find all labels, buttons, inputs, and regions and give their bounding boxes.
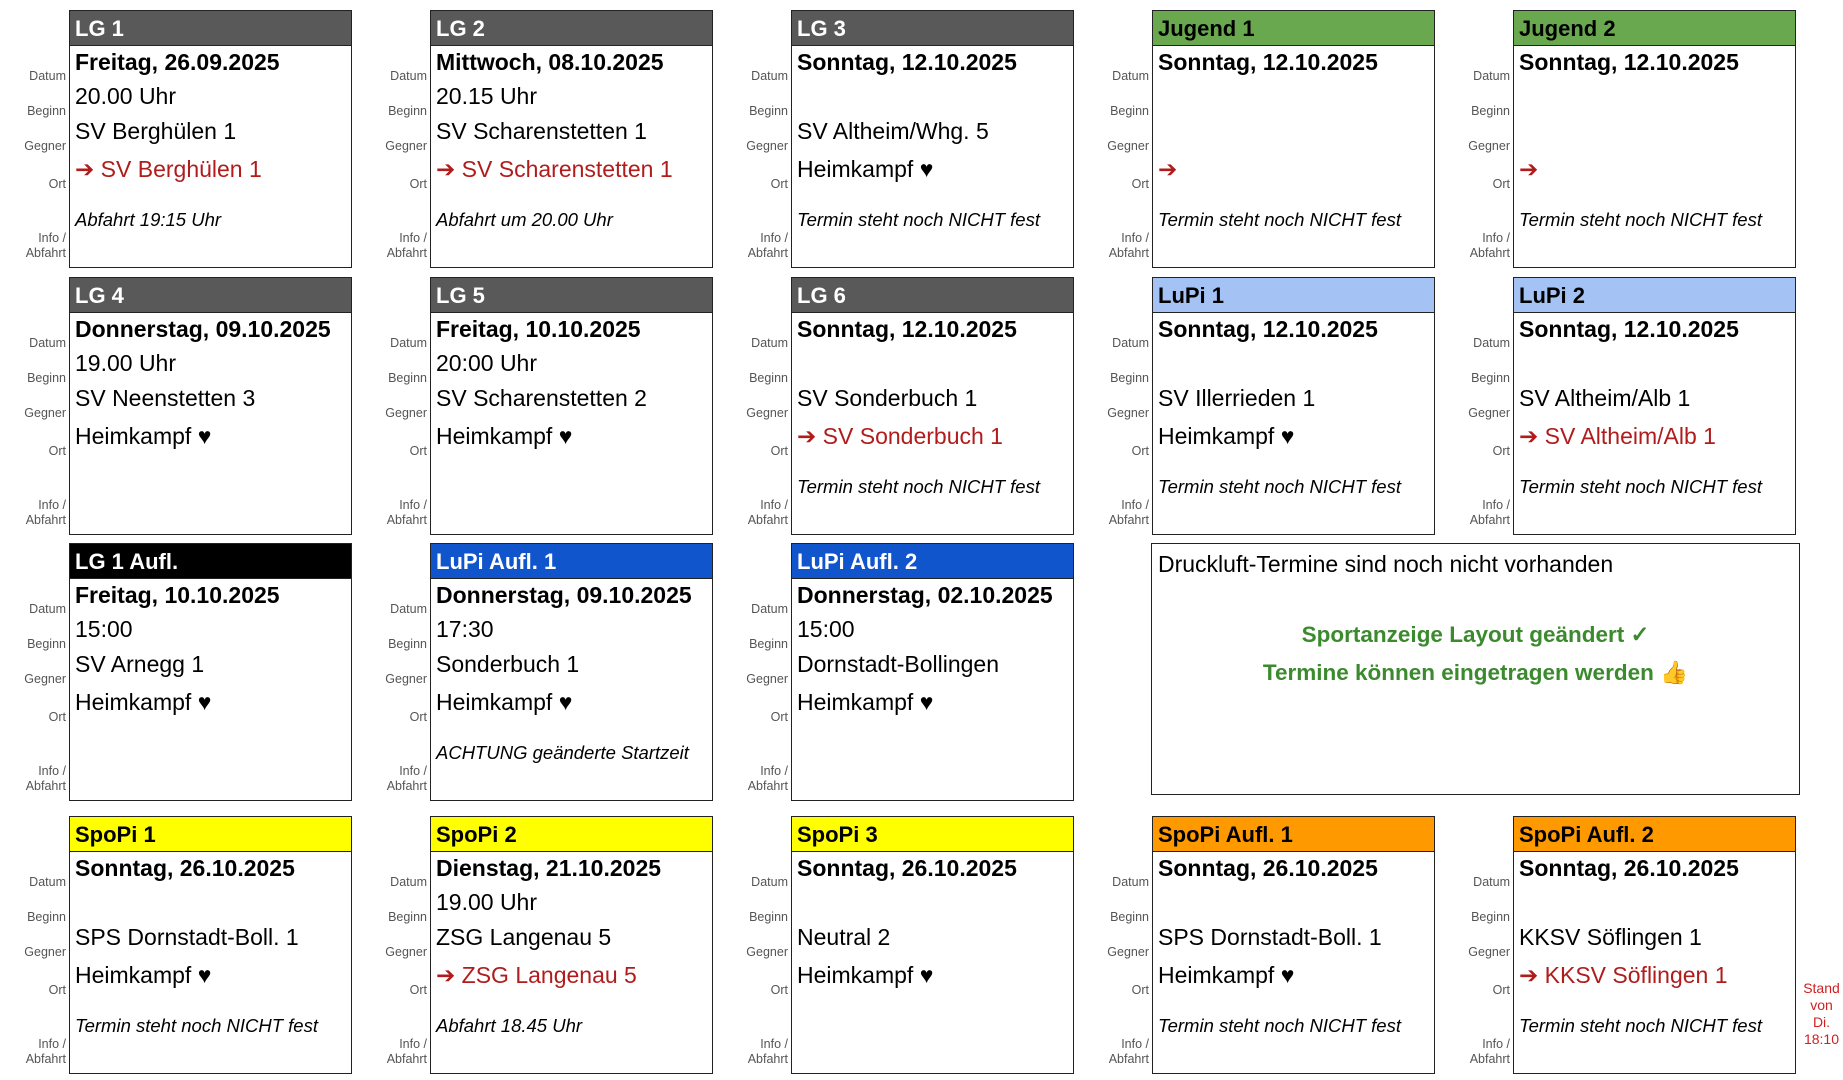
- match-date: Sonntag, 12.10.2025: [1519, 316, 1739, 342]
- card-box: [1152, 10, 1435, 268]
- label-info2: Abfahrt: [747, 246, 788, 260]
- card-box: [791, 543, 1074, 801]
- label-ort: Ort: [409, 444, 427, 458]
- label-info1: Info /: [1121, 498, 1149, 512]
- match-date: Donnerstag, 09.10.2025: [436, 582, 692, 608]
- label-info1: Info /: [38, 231, 66, 245]
- label-gegner: Gegner: [1107, 945, 1149, 959]
- field-labels: [0, 10, 66, 270]
- field-labels: [722, 543, 788, 803]
- label-info1: Info /: [399, 498, 427, 512]
- label-info2: Abfahrt: [25, 1052, 66, 1066]
- match-date: Donnerstag, 02.10.2025: [797, 582, 1053, 608]
- label-gegner: Gegner: [1107, 406, 1149, 420]
- team-title: LuPi Aufl. 2: [792, 544, 1073, 579]
- team-card: [722, 543, 1053, 803]
- opponent: Neutral 2: [797, 924, 891, 950]
- field-labels: [361, 543, 427, 803]
- location: Heimkampf ♥: [75, 689, 212, 715]
- match-date: Mittwoch, 08.10.2025: [436, 49, 664, 75]
- opponent: SV Altheim/Alb 1: [1519, 385, 1691, 411]
- label-gegner: Gegner: [24, 945, 66, 959]
- label-info1: Info /: [760, 764, 788, 778]
- label-ort: Ort: [1492, 444, 1510, 458]
- info-note: Termin steht noch NICHT fest: [1519, 1015, 1762, 1036]
- stand-timestamp: [1800, 980, 1843, 1048]
- notice-line-dates: Termine können eingetragen werden 👍: [1262, 660, 1689, 685]
- team-card: [722, 277, 1040, 537]
- opponent: SV Altheim/Whg. 5: [797, 118, 989, 144]
- label-ort: Ort: [409, 710, 427, 724]
- match-date: Freitag, 26.09.2025: [75, 49, 280, 75]
- field-labels: [722, 10, 788, 270]
- label-ort: Ort: [770, 177, 788, 191]
- label-gegner: Gegner: [1468, 406, 1510, 420]
- label-datum: Datum: [1112, 875, 1149, 889]
- label-gegner: Gegner: [24, 672, 66, 686]
- label-info2: Abfahrt: [1108, 246, 1149, 260]
- team-card: [1083, 277, 1401, 537]
- label-ort: Ort: [48, 444, 66, 458]
- opponent: ZSG Langenau 5: [436, 924, 612, 950]
- label-info1: Info /: [1482, 498, 1510, 512]
- label-info1: Info /: [1482, 231, 1510, 245]
- label-beginn: Beginn: [1110, 910, 1149, 924]
- label-info2: Abfahrt: [1469, 1052, 1510, 1066]
- team-card: [361, 816, 662, 1076]
- opponent: SV Scharenstetten 1: [436, 118, 647, 144]
- field-labels: [361, 816, 427, 1076]
- start-time: 19.00 Uhr: [75, 350, 177, 376]
- team-title: LG 1: [70, 11, 351, 46]
- info-note: Termin steht noch NICHT fest: [1158, 476, 1401, 497]
- info-note: Abfahrt 19:15 Uhr: [75, 209, 222, 230]
- card-box: [791, 816, 1074, 1074]
- team-title: LuPi 1: [1153, 278, 1434, 313]
- label-beginn: Beginn: [1110, 104, 1149, 118]
- label-info1: Info /: [38, 498, 66, 512]
- card-box: [1513, 10, 1796, 268]
- stand-line: 18:10: [1803, 1031, 1840, 1047]
- match-date: Sonntag, 26.10.2025: [75, 855, 295, 881]
- label-ort: Ort: [1492, 983, 1510, 997]
- card-box: [1152, 277, 1435, 535]
- match-date: Sonntag, 26.10.2025: [1519, 855, 1739, 881]
- notice-line-layout: Sportanzeige Layout geändert ✓: [1301, 622, 1650, 647]
- label-info2: Abfahrt: [1469, 513, 1510, 527]
- location: ➔: [1519, 156, 1539, 182]
- team-title: Jugend 1: [1153, 11, 1434, 46]
- match-date: Sonntag, 12.10.2025: [1158, 316, 1378, 342]
- team-title: LG 3: [792, 11, 1073, 46]
- field-labels: [0, 816, 66, 1076]
- label-datum: Datum: [390, 875, 427, 889]
- match-date: Freitag, 10.10.2025: [436, 316, 641, 342]
- location: ➔ SV Altheim/Alb 1: [1519, 423, 1716, 449]
- team-title: SpoPi 2: [431, 817, 712, 852]
- label-gegner: Gegner: [1107, 139, 1149, 153]
- card-box: [69, 10, 352, 268]
- label-datum: Datum: [29, 602, 66, 616]
- location: Heimkampf ♥: [436, 689, 573, 715]
- match-date: Sonntag, 26.10.2025: [1158, 855, 1378, 881]
- location: Heimkampf ♥: [1158, 962, 1295, 988]
- opponent: SPS Dornstadt-Boll. 1: [1158, 924, 1382, 950]
- label-datum: Datum: [1473, 875, 1510, 889]
- info-note: ACHTUNG geänderte Startzeit: [436, 742, 689, 763]
- location: ➔ SV Sonderbuch 1: [797, 423, 1003, 449]
- team-card: [722, 10, 1040, 270]
- field-labels: [0, 277, 66, 537]
- team-title: LG 4: [70, 278, 351, 313]
- opponent: SPS Dornstadt-Boll. 1: [75, 924, 299, 950]
- card-box: [1513, 816, 1796, 1074]
- match-date: Freitag, 10.10.2025: [75, 582, 280, 608]
- location: Heimkampf ♥: [1158, 423, 1295, 449]
- field-labels: [1444, 277, 1510, 537]
- label-gegner: Gegner: [385, 406, 427, 420]
- opponent: SV Scharenstetten 2: [436, 385, 647, 411]
- opponent: SV Neenstetten 3: [75, 385, 256, 411]
- label-ort: Ort: [1131, 177, 1149, 191]
- opponent: Sonderbuch 1: [436, 651, 580, 677]
- label-ort: Ort: [770, 710, 788, 724]
- team-card: [361, 10, 673, 270]
- info-note: Termin steht noch NICHT fest: [1519, 209, 1762, 230]
- label-ort: Ort: [770, 983, 788, 997]
- info-note: Termin steht noch NICHT fest: [797, 476, 1040, 497]
- opponent: SV Berghülen 1: [75, 118, 237, 144]
- label-info2: Abfahrt: [1108, 1052, 1149, 1066]
- location: ➔: [1158, 156, 1178, 182]
- label-info2: Abfahrt: [1469, 246, 1510, 260]
- stand-line: Di.: [1812, 1014, 1831, 1030]
- team-title: LG 1 Aufl.: [70, 544, 351, 579]
- card-box: [1513, 277, 1796, 535]
- field-labels: [1083, 277, 1149, 537]
- start-time: 20:00 Uhr: [436, 350, 538, 376]
- start-time: 17:30: [436, 616, 494, 642]
- label-gegner: Gegner: [1468, 139, 1510, 153]
- field-labels: [361, 10, 427, 270]
- team-card: [1444, 10, 1762, 270]
- location: Heimkampf ♥: [75, 423, 212, 449]
- label-beginn: Beginn: [388, 637, 427, 651]
- info-note: Termin steht noch NICHT fest: [1519, 476, 1762, 497]
- label-gegner: Gegner: [385, 139, 427, 153]
- label-ort: Ort: [1131, 444, 1149, 458]
- label-gegner: Gegner: [746, 406, 788, 420]
- label-beginn: Beginn: [749, 910, 788, 924]
- card-box: [69, 816, 352, 1074]
- info-note: Abfahrt 18.45 Uhr: [436, 1015, 583, 1036]
- label-datum: Datum: [751, 602, 788, 616]
- opponent: Dornstadt-Bollingen: [797, 651, 1000, 677]
- label-info1: Info /: [399, 1037, 427, 1051]
- match-date: Sonntag, 12.10.2025: [797, 49, 1017, 75]
- notice-box: [1151, 543, 1800, 795]
- label-gegner: Gegner: [746, 139, 788, 153]
- team-card: [1083, 10, 1401, 270]
- team-card: [361, 277, 645, 537]
- match-date: Sonntag, 12.10.2025: [1158, 49, 1378, 75]
- team-title: SpoPi 1: [70, 817, 351, 852]
- label-info1: Info /: [760, 1037, 788, 1051]
- team-card: [0, 543, 284, 803]
- card-box: [430, 277, 713, 535]
- label-ort: Ort: [409, 177, 427, 191]
- label-info2: Abfahrt: [747, 1052, 788, 1066]
- match-date: Sonntag, 26.10.2025: [797, 855, 1017, 881]
- match-date: Dienstag, 21.10.2025: [436, 855, 662, 881]
- start-time: 15:00: [75, 616, 133, 642]
- team-card: [1444, 816, 1762, 1076]
- label-info2: Abfahrt: [25, 513, 66, 527]
- label-beginn: Beginn: [388, 371, 427, 385]
- label-gegner: Gegner: [24, 139, 66, 153]
- card-box: [69, 543, 352, 801]
- label-gegner: Gegner: [385, 945, 427, 959]
- label-gegner: Gegner: [746, 672, 788, 686]
- team-title: LuPi Aufl. 1: [431, 544, 712, 579]
- card-box: [791, 10, 1074, 268]
- field-labels: [361, 277, 427, 537]
- label-beginn: Beginn: [1110, 371, 1149, 385]
- location: ➔ SV Scharenstetten 1: [436, 156, 673, 182]
- label-datum: Datum: [751, 875, 788, 889]
- label-beginn: Beginn: [388, 910, 427, 924]
- label-gegner: Gegner: [746, 945, 788, 959]
- label-info1: Info /: [760, 498, 788, 512]
- field-labels: [722, 816, 788, 1076]
- location: Heimkampf ♥: [797, 689, 934, 715]
- info-note: Abfahrt um 20.00 Uhr: [436, 209, 613, 230]
- team-title: SpoPi Aufl. 1: [1153, 817, 1434, 852]
- start-time: 20.00 Uhr: [75, 83, 177, 109]
- label-info1: Info /: [1121, 231, 1149, 245]
- info-note: Termin steht noch NICHT fest: [1158, 209, 1401, 230]
- label-info1: Info /: [760, 231, 788, 245]
- label-beginn: Beginn: [749, 104, 788, 118]
- label-gegner: Gegner: [24, 406, 66, 420]
- team-card: [361, 543, 692, 803]
- card-box: [430, 10, 713, 268]
- field-labels: [1083, 10, 1149, 270]
- opponent: KKSV Söflingen 1: [1519, 924, 1702, 950]
- team-card: [0, 277, 331, 537]
- label-beginn: Beginn: [27, 104, 66, 118]
- label-ort: Ort: [409, 983, 427, 997]
- match-date: Donnerstag, 09.10.2025: [75, 316, 331, 342]
- field-labels: [1083, 816, 1149, 1076]
- label-info1: Info /: [1121, 1037, 1149, 1051]
- card-box: [430, 543, 713, 801]
- label-info2: Abfahrt: [386, 246, 427, 260]
- field-labels: [722, 277, 788, 537]
- label-datum: Datum: [1473, 336, 1510, 350]
- label-info2: Abfahrt: [747, 779, 788, 793]
- label-datum: Datum: [1473, 69, 1510, 83]
- label-datum: Datum: [390, 602, 427, 616]
- label-gegner: Gegner: [1468, 945, 1510, 959]
- team-title: LuPi 2: [1514, 278, 1795, 313]
- label-datum: Datum: [390, 336, 427, 350]
- team-card: [1083, 816, 1401, 1076]
- start-time: 20.15 Uhr: [436, 83, 538, 109]
- team-card: [0, 816, 318, 1076]
- location: Heimkampf ♥: [436, 423, 573, 449]
- label-datum: Datum: [29, 69, 66, 83]
- team-title: SpoPi 3: [792, 817, 1073, 852]
- label-info1: Info /: [38, 1037, 66, 1051]
- location: ➔ ZSG Langenau 5: [436, 962, 637, 988]
- label-ort: Ort: [1131, 983, 1149, 997]
- info-note: Termin steht noch NICHT fest: [75, 1015, 318, 1036]
- label-datum: Datum: [751, 69, 788, 83]
- label-ort: Ort: [48, 983, 66, 997]
- label-beginn: Beginn: [27, 637, 66, 651]
- team-title: LG 6: [792, 278, 1073, 313]
- label-datum: Datum: [390, 69, 427, 83]
- label-gegner: Gegner: [385, 672, 427, 686]
- card-box: [69, 277, 352, 535]
- location: ➔ SV Berghülen 1: [75, 156, 262, 182]
- label-beginn: Beginn: [749, 371, 788, 385]
- card-box: [430, 816, 713, 1074]
- stand-line: Stand: [1803, 980, 1840, 996]
- label-ort: Ort: [48, 177, 66, 191]
- location: Heimkampf ♥: [75, 962, 212, 988]
- team-card: [722, 816, 1017, 1076]
- label-info2: Abfahrt: [747, 513, 788, 527]
- label-datum: Datum: [1112, 69, 1149, 83]
- location: Heimkampf ♥: [797, 156, 934, 182]
- card-box: [791, 277, 1074, 535]
- team-card: [0, 10, 284, 270]
- label-info1: Info /: [399, 231, 427, 245]
- info-note: Termin steht noch NICHT fest: [797, 209, 1040, 230]
- label-beginn: Beginn: [1471, 371, 1510, 385]
- label-beginn: Beginn: [1471, 910, 1510, 924]
- start-time: 15:00: [797, 616, 855, 642]
- field-labels: [1444, 816, 1510, 1076]
- label-ort: Ort: [1492, 177, 1510, 191]
- label-datum: Datum: [29, 875, 66, 889]
- label-beginn: Beginn: [388, 104, 427, 118]
- team-card: [1444, 277, 1762, 537]
- label-beginn: Beginn: [27, 371, 66, 385]
- label-datum: Datum: [29, 336, 66, 350]
- label-info2: Abfahrt: [25, 246, 66, 260]
- team-title: LG 2: [431, 11, 712, 46]
- label-info2: Abfahrt: [386, 513, 427, 527]
- label-ort: Ort: [770, 444, 788, 458]
- match-date: Sonntag, 12.10.2025: [1519, 49, 1739, 75]
- label-info1: Info /: [38, 764, 66, 778]
- label-beginn: Beginn: [27, 910, 66, 924]
- label-beginn: Beginn: [1471, 104, 1510, 118]
- notice-title: Druckluft-Termine sind noch nicht vorhanden: [1158, 551, 1614, 577]
- label-ort: Ort: [48, 710, 66, 724]
- team-title: Jugend 2: [1514, 11, 1795, 46]
- location: ➔ KKSV Söflingen 1: [1519, 962, 1728, 988]
- label-info2: Abfahrt: [386, 1052, 427, 1066]
- label-beginn: Beginn: [749, 637, 788, 651]
- label-info1: Info /: [1482, 1037, 1510, 1051]
- team-title: LG 5: [431, 278, 712, 313]
- label-info2: Abfahrt: [1108, 513, 1149, 527]
- stand-line: von: [1810, 997, 1833, 1013]
- label-datum: Datum: [1112, 336, 1149, 350]
- label-info2: Abfahrt: [25, 779, 66, 793]
- opponent: SV Illerrieden 1: [1158, 385, 1316, 411]
- team-title: SpoPi Aufl. 2: [1514, 817, 1795, 852]
- match-date: Sonntag, 12.10.2025: [797, 316, 1017, 342]
- label-info1: Info /: [399, 764, 427, 778]
- label-datum: Datum: [751, 336, 788, 350]
- opponent: SV Sonderbuch 1: [797, 385, 978, 411]
- field-labels: [0, 543, 66, 803]
- opponent: SV Arnegg 1: [75, 651, 205, 677]
- info-note: Termin steht noch NICHT fest: [1158, 1015, 1401, 1036]
- start-time: 19.00 Uhr: [436, 889, 538, 915]
- card-box: [1152, 816, 1435, 1074]
- field-labels: [1444, 10, 1510, 270]
- label-info2: Abfahrt: [386, 779, 427, 793]
- location: Heimkampf ♥: [797, 962, 934, 988]
